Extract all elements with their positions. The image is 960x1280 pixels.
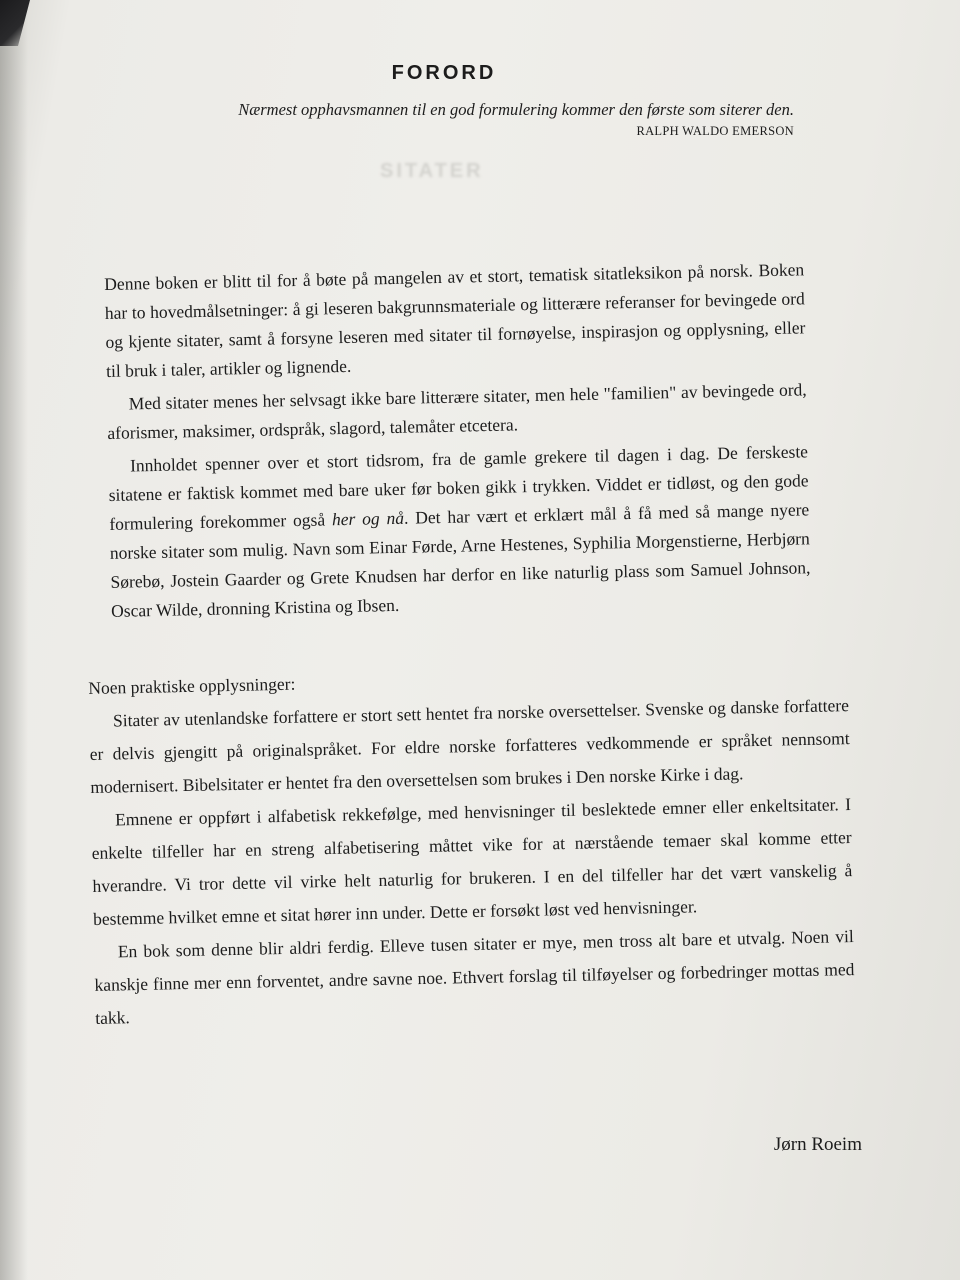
epigraph-quote: Nærmest opphavsmannen til en god formulering kommer den første som siterer den. <box>238 100 794 119</box>
practical-paragraph-3: En bok som denne blir aldri ferdig. Elleve tusen sitater er mye, men tross alt bare et utvalg. Noen vil kanskje finne mer enn forventet, andre savne noe. Ethvert forslag til tilføyelser og forbedringer mottas med takk. <box>94 926 855 1028</box>
intro-paragraph-2: Med sitater menes her selvsagt ikke bare litterære sitater, men hele "familien" av bevingede ord, aforismer, maksimer, ordspråk, slagord, talemåter etcetera. <box>107 379 807 443</box>
epigraph-author: RALPH WALDO EMERSON <box>636 124 794 138</box>
intro-paragraph-3 <box>108 437 811 626</box>
intro-paragraph-3-emphasis: her og nå <box>331 507 405 530</box>
page-title: FORORD <box>391 62 497 84</box>
intro-section <box>104 255 811 630</box>
practical-section <box>88 656 855 1035</box>
practical-paragraph-1: Sitater av utenlandske forfattere er stort sett hentet fra norske oversettelser. Svenske og danske forfattere er delvis gjengitt på originalspråket. For eldre norske forfatteres vedkommende er språket nennsomt modernisert. Bibelsitater er hentet fra den oversettelsen som brukes i Den norske Kirke i dag. <box>89 695 850 797</box>
intro-paragraph-3-text-b: . Det har vært et erklært mål å få med så mange nyere norske sitater som mulig. Navn som Einar Førde, Arne Hestenes, Syphilia Morgenstierne, Herbjørn Sørebø, Jostein Gaarder og Grete Knudsen har derfor en like naturlig plass som Samuel Johnson, Oscar Wilde, dronning Kristina og Ibsen. <box>109 499 811 621</box>
author-signature: Jørn Roeim <box>773 1134 862 1155</box>
practical-heading: Noen praktiske opplysninger: <box>88 673 296 698</box>
intro-paragraph-3-text-a: Innholdet spenner over et stort tidsrom, fra de gamle grekere til dagen i dag. De ferskeste sitatene er faktisk kommet med bare uker før boken gikk i trykken. Viddet er tidløst, og den gode formulering forekommer også <box>108 441 809 534</box>
show-through-text: SITATER <box>380 160 484 182</box>
epigraph <box>238 100 794 139</box>
page-gutter-shadow <box>0 0 28 1280</box>
practical-paragraph-2: Emnene er oppført i alfabetisk rekkefølge, med henvisninger til beslektede emner eller enkeltsitater. I enkelte tilfeller har en streng alfabetisering måttet vike for at nærstående temaer skal komme etter hverandre. Vi tror dette vil virke helt naturlig for brukeren. I en del tilfeller har det vært vanskelig å bestemme hvilket emne et sitat hører inn under. Dette er forsøkt løst ved henvisninger. <box>91 794 853 929</box>
intro-paragraph-1: Denne boken er blitt til for å bøte på mangelen av et stort, tematisk sitatleksikon på norsk. Boken har to hovedmålsetninger: å gi leseren bakgrunnsmateriale og litterære referanser for bevingede ord og kjente sitater, samt å forsyne leseren med sitater til fornøyelse, inspirasjon og opplysning, eller til bruk i taler, artikler og lignende. <box>104 259 806 381</box>
